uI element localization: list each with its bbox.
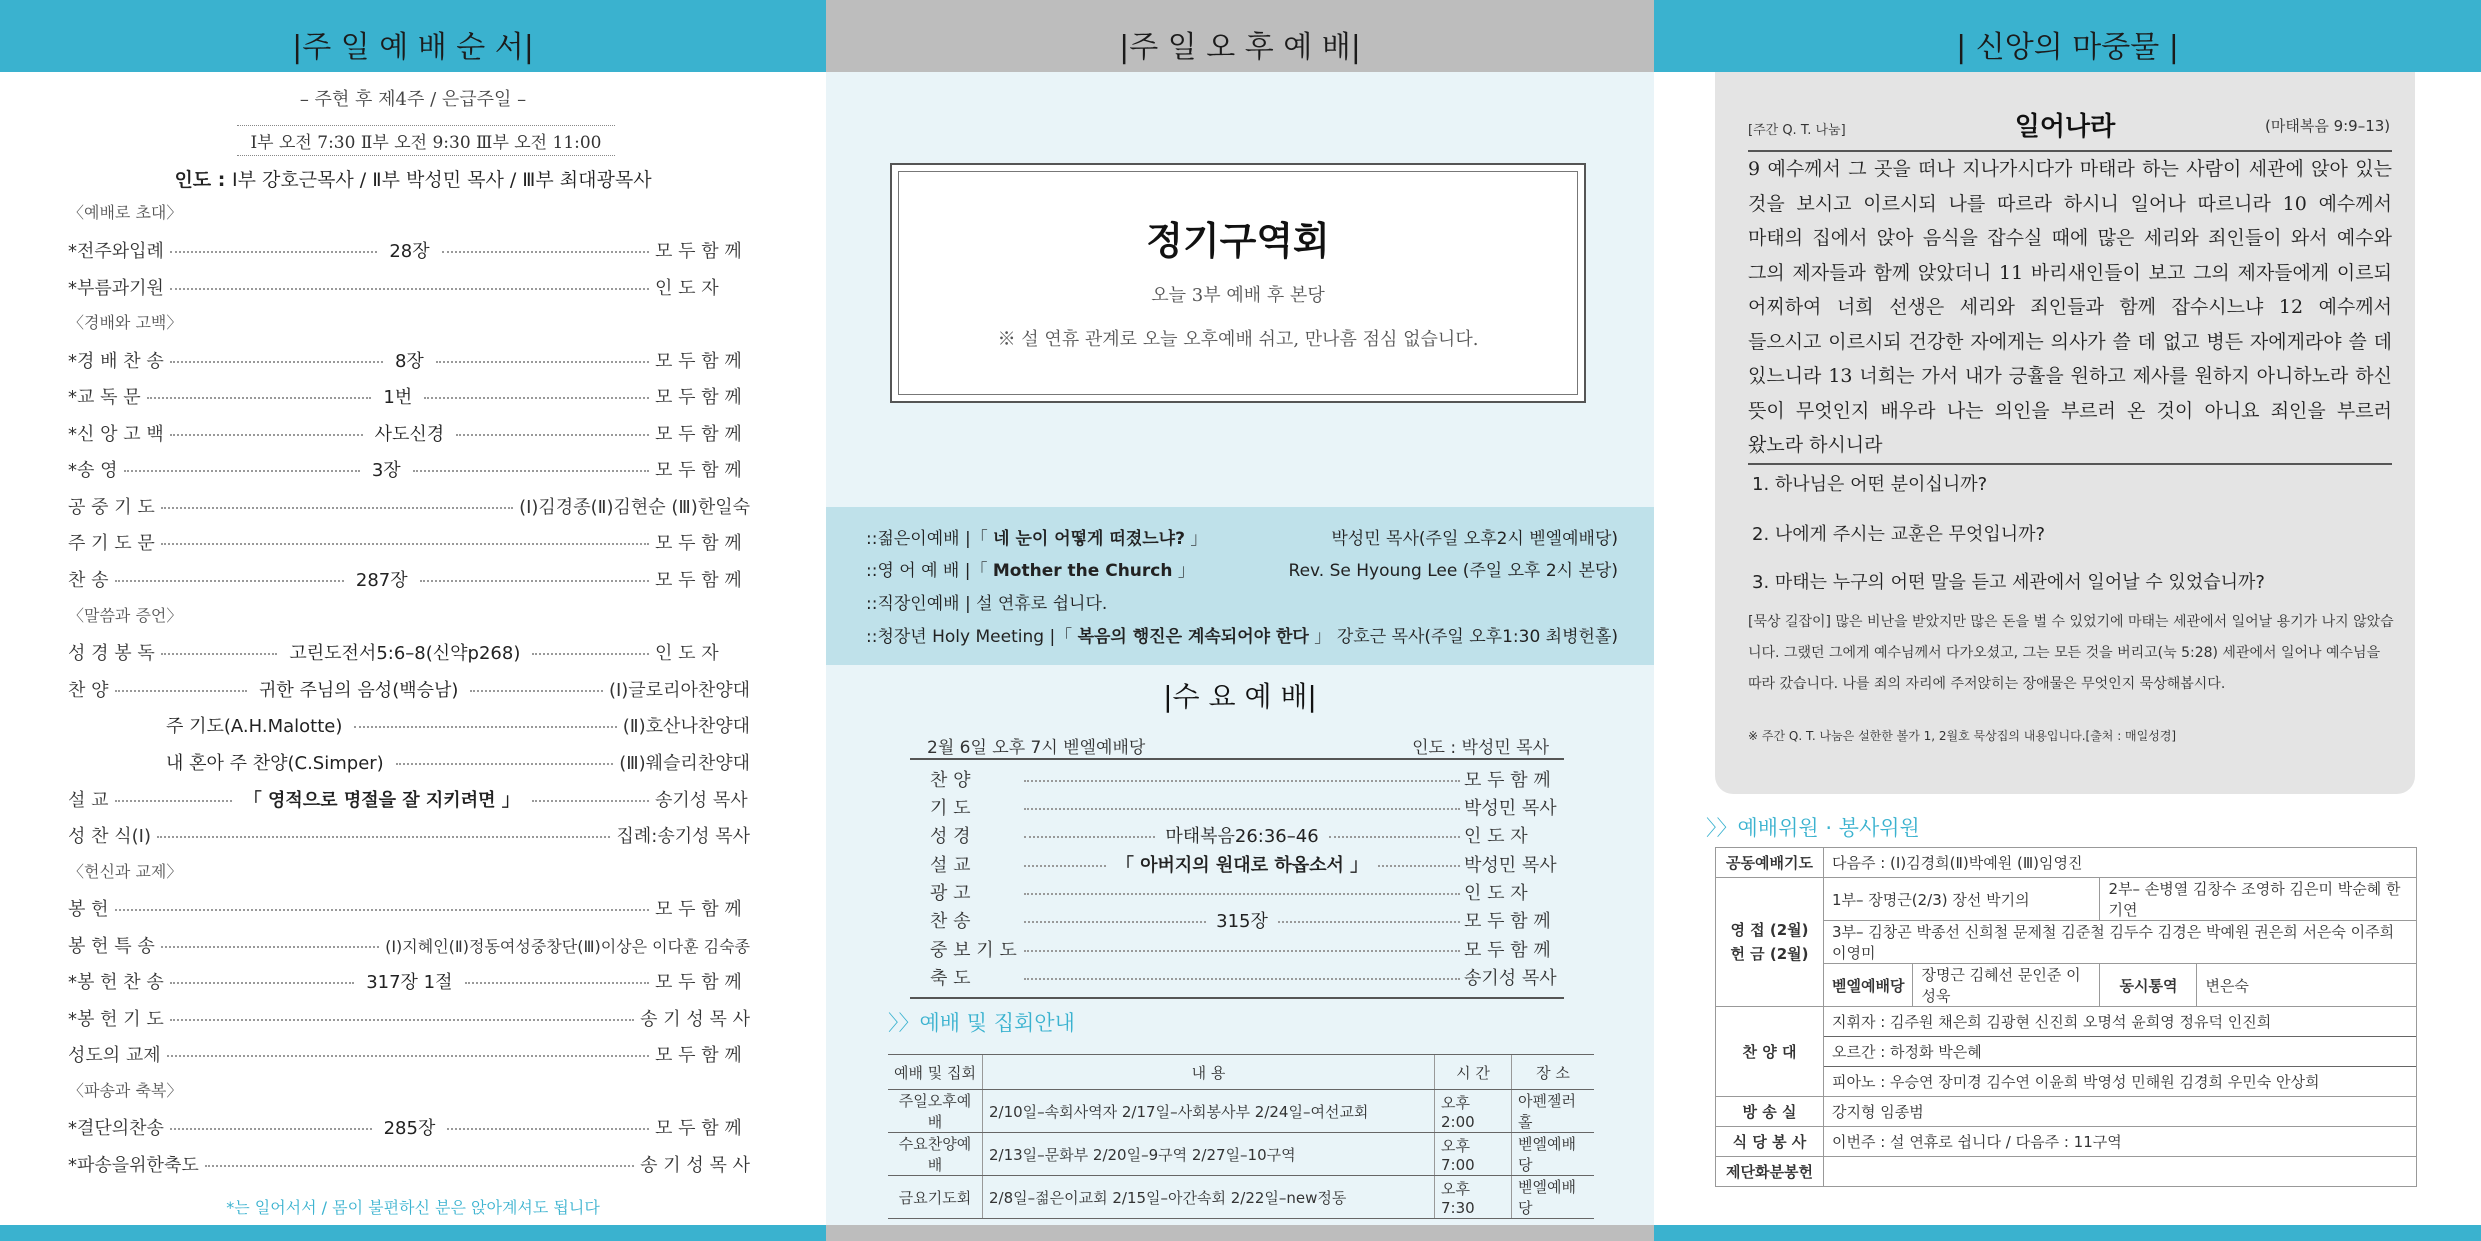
table-cell: 아펜젤러홀 — [1512, 1090, 1595, 1133]
order-leader: 모 두 함 께 — [655, 387, 742, 408]
order-detail: 1번 — [383, 387, 413, 408]
wednesday-time: 2월 6일 오후 7시 벧엘예배당 — [927, 738, 1146, 758]
wed-order-row — [930, 936, 1550, 962]
service-committee-table — [1715, 847, 2417, 1187]
service-info: 박성민 목사(주일 오후2시 벧엘예배당) — [1331, 528, 1618, 549]
row-label: 영 접 (2월) 헌 금 (2월) — [1716, 878, 1824, 1007]
table-cell: 장명근 김혜선 문인준 이성욱 — [1913, 964, 2100, 1007]
wed-sermon-title: 「 아버지의 원대로 하옵소서 」 — [1115, 855, 1369, 876]
table-cell: 다음주 : (Ⅰ)김경희(Ⅱ)박예원 (Ⅲ)임영진 — [1824, 848, 2417, 878]
wed-item: 기 도 — [930, 798, 971, 819]
wed-leader: 박성민 목사 — [1464, 855, 1557, 876]
order-leader: (Ⅰ)지혜인(Ⅱ)정동여성중창단(Ⅲ)이상은 이다훈 김숙종 — [385, 936, 750, 956]
wed-leader: 박성민 목사 — [1464, 798, 1557, 819]
footer-bar — [0, 1225, 826, 1241]
order-row — [68, 676, 750, 702]
order-row — [68, 493, 750, 519]
order-item: *교 독 문 — [68, 387, 141, 408]
order-item: 공 중 기 도 — [68, 497, 155, 518]
notice-subtitle: 오늘 3부 예배 후 본당 — [1151, 285, 1325, 306]
table-cell: 오르간 : 하정화 박은혜 — [1824, 1037, 2417, 1067]
table-cell: 피아노 : 우승연 장미경 김수연 이윤희 박영성 민해원 김경희 우민숙 안상희 — [1824, 1067, 2417, 1097]
service-committee-title: 〉〉예배위원 · 봉사위원 — [1706, 816, 1920, 840]
order-row — [68, 932, 750, 958]
wed-order-row — [930, 822, 1550, 848]
section-adoration: 〈경배와 고백〉 — [68, 313, 183, 332]
table-row — [1716, 1007, 2417, 1037]
footer-bar — [826, 1225, 1654, 1241]
table-cell: 벧엘예배당 — [1512, 1176, 1595, 1219]
order-row — [68, 968, 750, 994]
order-leader: 송기성 목사 — [655, 790, 748, 811]
column-header: 내 용 — [983, 1055, 1435, 1090]
order-detail: 317장 1절 — [366, 972, 453, 993]
section-invitation: 〈예배로 초대〉 — [68, 203, 183, 222]
wed-order-row — [930, 964, 1557, 990]
qt-scripture: 9 예수께서 그 곳을 떠나 지나가시다가 마태라 하는 사람이 세관에 앉아 있는 것을 보시고 이르시되 나를 따르라 하시니 일어나 따르니라 10 예수께서 마태의 집에서 앉아 음식을 잡수실 때에 많은 세리와 죄인들이 와서 예수와 그의 제자들과 함께 앉았더니 11 바리새인들이 보고 그의 제자들에게 이르되 어찌하여 너희 선생은 세리와 죄인들과 함께 잡수시느냐 12 예수께서 들으시고 이르시되 건강한 자에게는 의사가 쓸 데 없고 병든 자에게라야 쓸 데 있느니라 13 너희는 가서 내가 긍휼을 원하고 제사를 원하지 아니하노라 하신 뜻이 무엇인지 배우라 나는 의인을 부르러 온 것이 아니요 죄인을 부르러 왔노라 하시니라 — [1748, 150, 2392, 465]
qt-question: 2. 나에게 주시는 교훈은 무엇입니까? — [1752, 524, 2046, 545]
order-row — [68, 237, 750, 263]
order-item: 성 경 봉 독 — [68, 643, 155, 664]
wed-item: 찬 양 — [930, 770, 971, 791]
order-item: 찬 송 — [68, 570, 109, 591]
meetings-table — [888, 1054, 1594, 1219]
wed-order-row — [930, 766, 1550, 792]
qt-reference: (마태복음 9:9–13) — [2265, 117, 2391, 135]
wed-detail: 315장 — [1216, 911, 1268, 932]
order-item: *봉 헌 찬 송 — [68, 972, 164, 993]
table-row — [1716, 1157, 2417, 1187]
table-cell: 오후 7:00 — [1435, 1133, 1512, 1176]
youth-service-row — [866, 553, 1618, 583]
wed-order-row — [930, 907, 1550, 933]
order-detail: 고린도전서5:6–8(신약p268) — [289, 643, 521, 664]
wed-leader: 인 도 자 — [1464, 826, 1528, 847]
qt-source-note: ※ 주간 Q. T. 나눔은 설한한 볼가 1, 2월호 묵상집의 내용입니다.[출처 : 매일성경] — [1748, 729, 2177, 743]
wednesday-leader: 인도 : 박성민 목사 — [1412, 738, 1549, 758]
wed-leader: 모 두 함 께 — [1464, 770, 1551, 791]
order-leader: (Ⅰ)글로리아찬양대 — [608, 680, 751, 701]
order-item: *경 배 찬 송 — [68, 351, 164, 372]
order-leader: 송 기 성 목 사 — [640, 1155, 750, 1176]
row-label: 방 송 실 — [1716, 1097, 1824, 1127]
order-leader: 모 두 함 께 — [655, 1118, 742, 1139]
order-item: 주 기 도 문 — [68, 533, 155, 554]
order-row — [160, 712, 750, 738]
table-row — [1716, 1097, 2417, 1127]
table-cell — [1824, 1157, 2417, 1187]
wed-order-row — [930, 879, 1550, 905]
column-header: 예배 및 집회 — [888, 1055, 983, 1090]
order-row — [68, 1151, 750, 1177]
notice-note: ※ 설 연휴 관계로 오늘 오후예배 쉬고, 만나흠 점심 없습니다. — [997, 329, 1479, 350]
table-cell: 주일오후예배 — [888, 1090, 983, 1133]
order-detail: 사도신경 — [374, 424, 445, 445]
order-row — [68, 274, 750, 300]
wed-leader: 모 두 함 께 — [1464, 940, 1551, 961]
table-cell: 벧엘예배당 — [1512, 1133, 1595, 1176]
table-cell: 2부– 손병열 김창수 조영하 김은미 박순혜 한기연 — [2100, 878, 2417, 921]
wednesday-info — [927, 733, 1549, 758]
table-cell: 이번주 : 설 연휴로 쉽니다 / 다음주 : 11구역 — [1824, 1127, 2417, 1157]
order-item: 봉 헌 특 송 — [68, 936, 155, 957]
table-cell: 3부– 김창곤 박종선 신희철 문제철 김준철 김두수 김경은 박예원 권은희 서은숙 이주희 이영미 — [1824, 921, 2417, 964]
row-label: 식 당 봉 사 — [1716, 1127, 1824, 1157]
order-item: *부름과기원 — [68, 278, 164, 299]
order-leader: 집례:송기성 목사 — [616, 826, 750, 847]
order-detail: 285장 — [383, 1118, 436, 1139]
service-suffix: 설 연휴로 쉽니다. — [976, 593, 1108, 614]
table-cell: 1부– 장명근(2/3) 장선 박기의 — [1824, 878, 2100, 921]
table-cell: 오후 2:00 — [1435, 1090, 1512, 1133]
afternoon-service-header: |주 일 오 후 예 배| — [826, 0, 1654, 72]
service-name: ::영 어 예 배 |「 — [866, 560, 993, 581]
section-sending: 〈파송과 축복〉 — [68, 1081, 183, 1100]
notice-frame — [890, 163, 1586, 403]
meetings-section-title: 〉〉예배 및 집회안내 — [888, 1011, 1075, 1035]
order-leader: (Ⅰ)김경종(Ⅱ)김현순 (Ⅲ)한일숙 — [519, 497, 750, 518]
wed-item: 중 보 기 도 — [930, 940, 1017, 961]
order-item: *파송을위한축도 — [68, 1155, 199, 1176]
order-leader: 모 두 함 께 — [655, 533, 742, 554]
service-name: ::청장년 Holy Meeting |「 — [866, 626, 1078, 647]
order-leader: 모 두 함 께 — [655, 241, 742, 262]
order-item: 성도의 교제 — [68, 1045, 161, 1066]
table-row — [888, 1133, 1594, 1176]
table-row — [1716, 878, 2417, 921]
column-header: 시 간 — [1435, 1055, 1512, 1090]
table-row — [888, 1176, 1594, 1219]
table-cell: 변은숙 — [2197, 964, 2417, 1007]
order-item: 봉 헌 — [68, 899, 109, 920]
order-item: *봉 헌 기 도 — [68, 1009, 164, 1030]
table-row — [1716, 1127, 2417, 1157]
notice-title: 정기구역회 — [1146, 219, 1330, 263]
order-row — [68, 420, 750, 446]
order-leader: (Ⅱ)호산나찬양대 — [622, 716, 750, 737]
order-item: *신 앙 고 백 — [68, 424, 164, 445]
service-info: Rev. Se Hyoung Lee (주일 오후 2시 본당) — [1288, 560, 1618, 581]
youth-service-row — [866, 521, 1618, 551]
order-detail: 내 혼아 주 찬양(C.Simper) — [166, 753, 384, 774]
wednesday-header: |수 요 예 배| — [1163, 680, 1317, 713]
service-leaders — [0, 165, 826, 192]
service-title: 네 눈이 어떻게 떠졌느냐? — [993, 528, 1185, 549]
sermon-title: 「 영적으로 명절을 잘 지키려면 」 — [243, 790, 520, 811]
section-offering: 〈헌신과 교제〉 — [68, 862, 183, 881]
order-row — [68, 786, 750, 812]
qt-title: 일어나라 — [2014, 112, 2116, 142]
leaders-label: 인도 : — [174, 169, 232, 191]
row-label: 동시통역 — [2100, 964, 2197, 1007]
table-cell: 2/10일–속회사역자 2/17일–사회봉사부 2/24일–여선교회 — [983, 1090, 1435, 1133]
order-row — [68, 566, 750, 592]
order-leader: 인 도 자 — [655, 278, 719, 299]
service-name: ::젊은이예배 |「 — [866, 528, 994, 549]
order-row — [68, 639, 750, 665]
row-label: 공동예배기도 — [1716, 848, 1824, 878]
service-title: Mother the Church — [992, 560, 1173, 581]
order-leader: 송 기 성 목 사 — [640, 1009, 750, 1030]
footer-bar — [1654, 1225, 2481, 1241]
order-leader: 모 두 함 께 — [655, 460, 742, 481]
wed-item: 성 경 — [930, 826, 971, 847]
column-header: 장 소 — [1512, 1055, 1595, 1090]
order-row — [68, 347, 750, 373]
order-leader: 모 두 함 께 — [655, 972, 742, 993]
wed-item: 찬 송 — [930, 911, 971, 932]
order-detail: 28장 — [389, 241, 430, 262]
table-row — [888, 1090, 1594, 1133]
row-label: 찬 양 대 — [1716, 1007, 1824, 1097]
order-row — [68, 1114, 750, 1140]
qt-question: 1. 하나님은 어떤 분이십니까? — [1752, 474, 1988, 495]
wed-order-row — [930, 851, 1557, 877]
order-item: 설 교 — [68, 790, 109, 811]
order-item: *결단의찬송 — [68, 1118, 164, 1139]
table-cell: 수요찬양예배 — [888, 1133, 983, 1176]
order-detail: 귀한 주님의 음성(백승남) — [259, 680, 459, 701]
order-leader: 모 두 함 께 — [655, 570, 742, 591]
order-detail: 주 기도(A.H.Malotte) — [166, 716, 343, 737]
service-times: Ⅰ부 오전 7:30 Ⅱ부 오전 9:30 Ⅲ부 오전 11:00 — [237, 125, 615, 156]
worship-order-panel — [0, 0, 826, 1241]
table-cell: 강지형 임종범 — [1824, 1097, 2417, 1127]
wed-item: 광 고 — [930, 883, 971, 904]
order-item: *송 영 — [68, 460, 118, 481]
order-leader: 모 두 함 께 — [655, 351, 742, 372]
order-detail: 8장 — [394, 351, 424, 372]
order-leader: 모 두 함 께 — [655, 1045, 742, 1066]
row-label: 제단화분봉헌 — [1716, 1157, 1824, 1187]
order-row — [68, 1041, 750, 1067]
wed-leader: 송기성 목사 — [1464, 968, 1557, 989]
standing-note: *는 일어서서 / 몸이 불편하신 분은 앉아계셔도 됩니다 — [226, 1198, 600, 1217]
order-leader: 모 두 함 께 — [655, 899, 742, 920]
wed-order-row — [930, 794, 1557, 820]
service-suffix: 」 — [1184, 528, 1208, 549]
order-row — [160, 749, 750, 775]
service-info: 강호근 목사(주일 오후1:30 최병헌홀) — [1336, 626, 1618, 647]
wed-detail: 마태복음26:36–46 — [1165, 826, 1319, 847]
order-detail: 287장 — [355, 570, 408, 591]
qt-meditation: [묵상 길잡이] 많은 비난을 받았지만 많은 돈을 벌 수 있었기에 마태는 세관에서 일어날 용기가 나지 않았습니다. 그랬던 그에게 예수님께서 다가오셨고, 그는 모든 것을 버리고(눅 5:28) 세관에서 일어나 예수님을 따라 갔습니다. 나를 죄의 자리에 주저앉히는 장애물은 무엇인지 묵상해봅시다. — [1748, 614, 2394, 692]
table-cell: 2/8일–젊은이교회 2/15일–아간속회 2/22일–new정동 — [983, 1176, 1435, 1219]
order-row — [68, 529, 750, 555]
youth-service-row — [866, 619, 1618, 649]
order-row — [68, 1005, 750, 1031]
worship-order-header: |주 일 예 배 순 서| — [0, 0, 826, 72]
order-detail: 3장 — [371, 460, 401, 481]
table-header-row — [888, 1055, 1594, 1090]
table-cell: 지휘자 : 김주원 채은희 김광현 신진희 오명석 윤희영 정유덕 인진희 — [1824, 1007, 2417, 1037]
order-item: 찬 양 — [68, 680, 109, 701]
table-cell: 금요기도회 — [888, 1176, 983, 1219]
qt-tag: [주간 Q. T. 나눔] — [1748, 123, 1846, 138]
service-subtitle: – 주현 후 제4주 / 은급주일 – — [299, 89, 527, 110]
order-row — [68, 456, 750, 482]
order-row — [68, 895, 750, 921]
qt-question: 3. 마태는 누구의 어떤 말을 듣고 세관에서 일어날 수 있었습니까? — [1752, 572, 2265, 593]
service-suffix: 」 — [1308, 626, 1332, 647]
faith-header: | 신앙의 마중물 | — [1654, 0, 2481, 72]
order-leader: 모 두 함 께 — [655, 424, 742, 445]
order-item: *전주와입례 — [68, 241, 164, 262]
service-title: 복음의 행진은 계속되어야 한다 — [1077, 626, 1309, 647]
section-word: 〈말씀과 증언〉 — [68, 606, 183, 625]
row-label: 벧엘예배당 — [1824, 964, 1913, 1007]
youth-service-row — [866, 586, 1618, 616]
wed-item: 설 교 — [930, 855, 971, 876]
order-row — [68, 822, 750, 848]
wed-leader: 모 두 함 께 — [1464, 911, 1551, 932]
order-item: 성 찬 식(Ⅰ) — [68, 826, 151, 847]
table-row — [1716, 848, 2417, 878]
order-leader: 인 도 자 — [655, 643, 719, 664]
wed-item: 축 도 — [930, 968, 971, 989]
wed-leader: 인 도 자 — [1464, 883, 1528, 904]
service-suffix: 」 — [1172, 560, 1195, 581]
service-name: ::직장인예배 | — [866, 593, 977, 614]
table-cell: 오후 7:30 — [1435, 1176, 1512, 1219]
order-leader: (Ⅲ)웨슬리찬양대 — [619, 753, 750, 774]
order-row — [68, 383, 750, 409]
table-cell: 2/13일–문화부 2/20일–9구역 2/27일–10구역 — [983, 1133, 1435, 1176]
leaders-names: Ⅰ부 강호근목사 / Ⅱ부 박성민 목사 / Ⅲ부 최대광목사 — [232, 169, 652, 191]
